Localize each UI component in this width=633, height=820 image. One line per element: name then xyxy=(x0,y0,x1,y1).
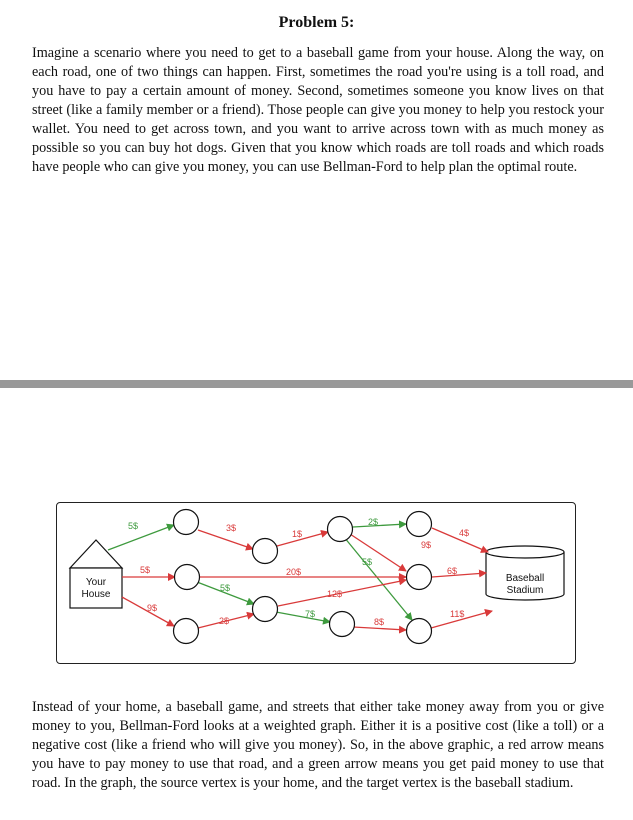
edge-label-house-b: 5$ xyxy=(140,565,151,575)
stadium-label-line1: Baseball xyxy=(505,573,545,584)
explanation-paragraph: Instead of your home, a baseball game, and streets that either take money away from you or give money to you, Bellman-Ford looks at a weighted graph. Either it is a positive cost (like a toll) or a negative cost (like a friend who will give you money). So, in the above graphic, a red arrow means you have to pay money to use that road, and a green arrow means you get paid money to use that road. In the graph, the source vertex is your home, and the target vertex is the baseball stadium. xyxy=(32,699,604,791)
vertex-c xyxy=(174,619,199,644)
edge-label-b-g: 5$ xyxy=(220,583,231,593)
vertex-b xyxy=(175,565,200,590)
vertex-d xyxy=(253,539,278,564)
edge-e-f xyxy=(353,524,406,527)
edge-label-g-i: 12$ xyxy=(327,589,343,599)
graph-diagram xyxy=(56,502,576,664)
edge-label-a-d: 3$ xyxy=(226,523,237,533)
house-label-line1: Your xyxy=(85,577,107,588)
vertex-h xyxy=(330,612,355,637)
edge-label-h-j: 8$ xyxy=(374,617,385,627)
target-vertex-stadium xyxy=(486,546,564,600)
edge-label-f-stadium: 4$ xyxy=(459,528,470,538)
house-body xyxy=(70,568,122,608)
problem-title: Problem 5: xyxy=(278,14,355,31)
edge-label-b-i: 20$ xyxy=(286,567,302,577)
vertex-i xyxy=(407,565,432,590)
edge-e-j xyxy=(344,537,412,620)
intro-paragraph: Imagine a scenario where you need to get to a baseball game from your house. Along the way, on each road, one of two things can happen. First, sometimes the road you're using is a toll road, and you have to pay a certain amount of money. Second, sometimes someone you know lives on that street (like a family member or a friend). Those people can give you money to help you restock your wallet. You need to get across town, and you want to arrive across town with as much money as possible so you can buy hot dogs. Given that you know which roads are toll roads and which roads have people who can give you money, you can use Bellman-Ford to help plan the optimal route. xyxy=(32,45,604,175)
edge-d-e xyxy=(277,532,328,546)
edge-h-j xyxy=(353,627,406,630)
stadium-label-line2: Stadium xyxy=(506,585,544,596)
edge-label-e-j: 5$ xyxy=(362,557,373,567)
house-label-line2: House xyxy=(81,589,111,600)
page-divider xyxy=(0,380,633,388)
edge-label-j-stadium: 11$ xyxy=(450,609,465,619)
edge-label-house-c: 9$ xyxy=(147,603,158,613)
stadium-top xyxy=(486,546,564,558)
edge-label-e-i: 9$ xyxy=(421,540,432,550)
vertex-f xyxy=(407,512,432,537)
edge-label-d-e: 1$ xyxy=(292,529,303,539)
vertex-g xyxy=(253,597,278,622)
edge-label-e-f: 2$ xyxy=(368,517,379,527)
edge-e-i xyxy=(350,534,406,571)
problem-page xyxy=(0,0,633,380)
source-vertex-house xyxy=(70,540,122,608)
edge-label-c-g: 2$ xyxy=(219,616,230,626)
edge-i-stadium xyxy=(432,573,486,577)
edge-label-house-a: 5$ xyxy=(128,521,139,531)
vertex-e xyxy=(328,517,353,542)
edge-g-h xyxy=(276,612,330,622)
vertex-j xyxy=(407,619,432,644)
edges xyxy=(108,524,492,630)
edge-label-g-h: 7$ xyxy=(305,609,316,619)
edge-label-i-stadium: 6$ xyxy=(447,566,458,576)
vertex-a xyxy=(174,510,199,535)
house-roof xyxy=(70,540,122,568)
edge-house-a xyxy=(108,525,174,550)
